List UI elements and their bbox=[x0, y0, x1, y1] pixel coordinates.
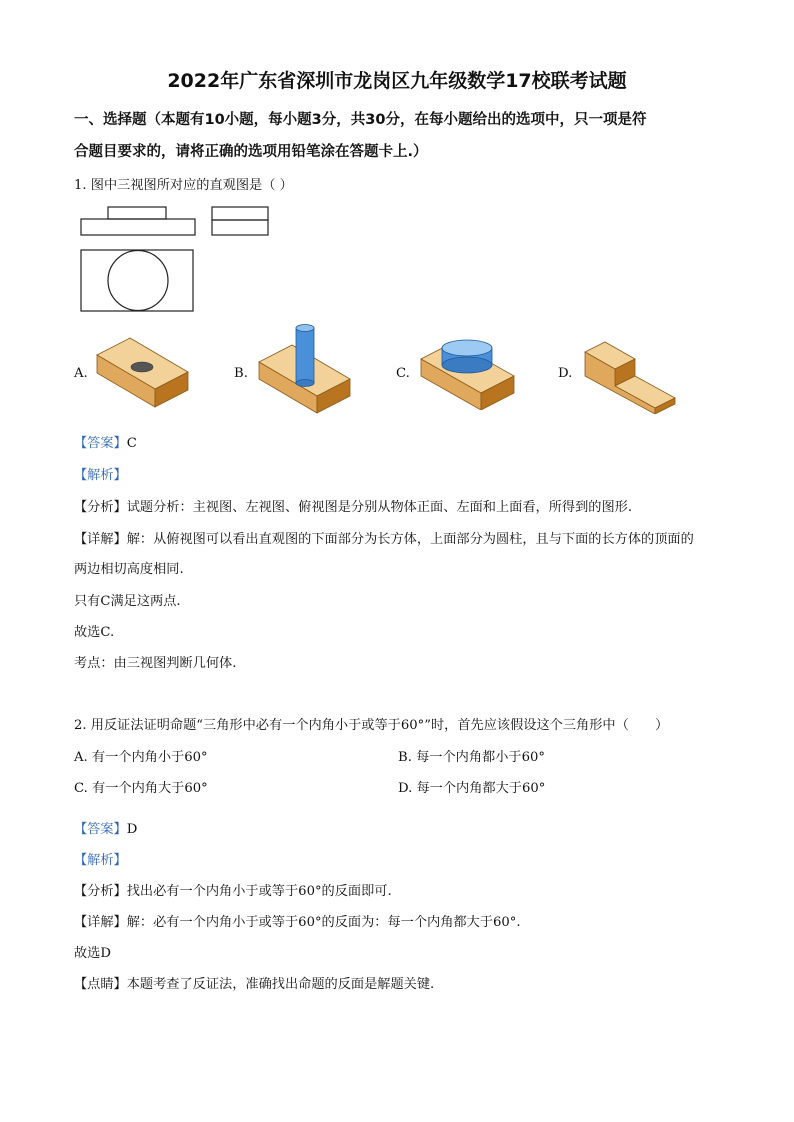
q2-fenxi-tag: 【分析】 bbox=[74, 884, 127, 899]
q2-answer bbox=[74, 818, 137, 837]
q1-fenxi bbox=[74, 496, 632, 515]
q2-xiangjie bbox=[74, 911, 521, 930]
q1-analysis-label: 【解析】 bbox=[74, 468, 127, 483]
q2-answer-value: D bbox=[126, 822, 138, 837]
q2-option-a: A. 有一个内角小于60° bbox=[74, 750, 208, 765]
q1-kaodian-line: 考点：由三视图判断几何体. bbox=[74, 656, 237, 671]
side-view-top-rect bbox=[212, 207, 268, 220]
q1-xiangjie-text-2: 两边相切高度相同. bbox=[74, 562, 184, 577]
q1-option-d-label: D. bbox=[558, 366, 573, 381]
q2-choose-line: 故选D bbox=[74, 946, 111, 961]
three-view-drawing bbox=[78, 204, 278, 314]
q1-xiangjie-tag: 【详解】 bbox=[74, 532, 127, 547]
q1-option-a-label: A. bbox=[74, 366, 88, 381]
q2-xiangjie-tag: 【详解】 bbox=[74, 915, 127, 930]
section-heading-line-1: 一、选择题（本题有10小题，每小题3分，共30分，在每小题给出的选项中，只一项是符 bbox=[74, 112, 647, 128]
q1-answer-value: C bbox=[126, 436, 137, 451]
q2-option-c: C. 有一个内角大于60° bbox=[74, 781, 208, 796]
q1-only-c-line: 只有C满足这两点. bbox=[74, 594, 181, 609]
q1-option-b-label: B. bbox=[234, 366, 248, 381]
q1-answer bbox=[74, 432, 137, 451]
q1-option-d-figure bbox=[580, 330, 680, 414]
q1-answer-tag: 【答案】 bbox=[74, 436, 127, 451]
q1-option-c-label: C. bbox=[396, 366, 410, 381]
q2-analysis-tag bbox=[74, 849, 127, 868]
q1-option-b-figure bbox=[254, 322, 354, 414]
q2-dianjing-tag: 【点睛】 bbox=[74, 977, 127, 992]
q2-option-d: D. 每一个内角都大于60° bbox=[398, 781, 546, 796]
top-view-rect bbox=[81, 250, 193, 311]
q2-fenxi-text: 找出必有一个内角小于或等于60°的反面即可. bbox=[126, 884, 392, 899]
top-view-circle bbox=[108, 251, 168, 311]
q1-fenxi-tag: 【分析】 bbox=[74, 500, 127, 515]
q2-answer-tag: 【答案】 bbox=[74, 822, 127, 837]
q1-option-a-figure bbox=[92, 330, 192, 410]
q2-analysis-label: 【解析】 bbox=[74, 853, 127, 868]
q1-choose-line: 故选C. bbox=[74, 625, 115, 640]
side-view-base-rect bbox=[212, 220, 268, 235]
section-heading-line-2: 合题目要求的，请将正确的选项用铅笔涂在答题卡上.） bbox=[74, 144, 428, 160]
q2-dianjing-text: 本题考查了反证法，准确找出命题的反面是解题关键. bbox=[126, 977, 435, 992]
q1-fenxi-text: 试题分析：主视图、左视图、俯视图是分别从物体正面、左面和上面看，所得到的图形. bbox=[126, 500, 633, 515]
front-view-top-rect bbox=[108, 207, 166, 219]
front-view-base-rect bbox=[81, 219, 195, 235]
q2-stem: 2. 用反证法证明命题“三角形中必有一个内角小于或等于60°”时，首先应该假设这个三角形中（ ） bbox=[74, 718, 669, 733]
q1-xiangjie bbox=[74, 528, 694, 547]
q2-xiangjie-text: 解：必有一个内角小于或等于60°的反面为：每一个内角都大于60°. bbox=[126, 915, 521, 930]
q2-option-b: B. 每一个内角都小于60° bbox=[398, 750, 545, 765]
q1-xiangjie-text-1: 解：从俯视图可以看出直观图的下面部分为长方体，上面部分为圆柱，且与下面的长方体的顶面的 bbox=[126, 532, 694, 547]
q1-stem: 1. 图中三视图所对应的直观图是（ ） bbox=[74, 178, 293, 193]
q1-analysis-tag bbox=[74, 464, 127, 483]
q2-dianjing bbox=[74, 973, 434, 992]
page-title: 2022年广东省深圳市龙岗区九年级数学17校联考试题 bbox=[167, 70, 627, 92]
q1-option-c-figure bbox=[416, 326, 520, 410]
q2-fenxi bbox=[74, 880, 392, 899]
